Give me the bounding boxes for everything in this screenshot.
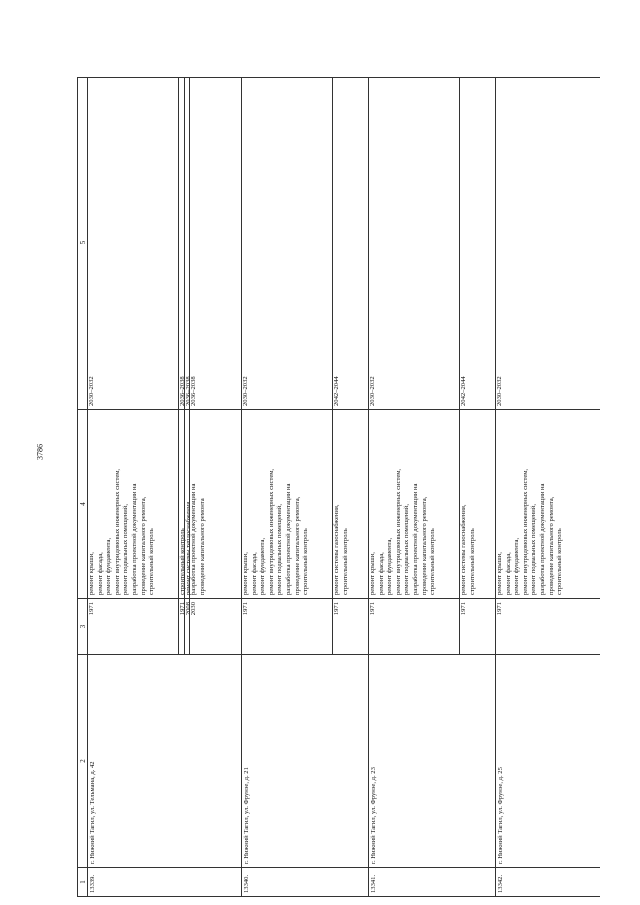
year-column	[88, 599, 241, 655]
table-viewport	[77, 77, 600, 897]
works-list	[332, 410, 369, 598]
work-item: разработка проектной документации на	[190, 483, 197, 595]
header-col-5: 5	[78, 77, 88, 410]
work-item: ремонт внутридомовых инженерных систем,	[394, 468, 402, 595]
row-address: г. Нижний Тагил, ул. Фрунзе, д. 25	[496, 655, 600, 868]
work-item: разработка проектной документации на	[130, 483, 138, 595]
work-item: строительный контроль	[302, 528, 310, 595]
table-header	[77, 77, 88, 897]
work-item: строительный контроль	[179, 528, 186, 595]
work-item: проведение капитального ремонта,	[293, 496, 301, 595]
work-item: строительный контроль	[556, 528, 564, 595]
period-column	[242, 77, 368, 410]
work-item: ремонт фасада,	[96, 552, 104, 595]
work-item: проведение капитального ремонта,	[420, 496, 428, 595]
works-list	[459, 410, 496, 598]
build-year: 1971	[369, 602, 376, 616]
works-column	[88, 410, 241, 599]
build-year: 1971	[332, 599, 369, 654]
period-column	[88, 77, 241, 410]
work-item: ремонт фасада,	[250, 552, 258, 595]
work-item: проведение капитального ремонта	[198, 498, 206, 595]
period-column	[496, 77, 600, 410]
work-item: ремонт системы газоснабжения,	[333, 504, 340, 595]
work-item: ремонт подвальных помещений,	[530, 504, 538, 595]
repair-period: 2030–2032	[369, 376, 376, 406]
period-column	[369, 77, 495, 410]
repair-schedule-table	[77, 77, 600, 897]
row-number: 13339.	[89, 874, 96, 893]
works-column	[369, 410, 495, 599]
table-row	[88, 77, 242, 897]
year-column	[242, 599, 368, 655]
work-item: ремонт подвальных помещений,	[403, 504, 411, 595]
works-list	[369, 410, 459, 598]
work-item: ремонт крыши,	[369, 552, 376, 595]
table-row	[496, 77, 600, 897]
repair-period: 2036–2038	[189, 77, 204, 409]
work-item: разработка проектной документации на	[284, 483, 292, 595]
work-item: ремонт подвальных помещений,	[122, 504, 130, 595]
repair-period: 2030–2032	[496, 376, 503, 406]
work-item: ремонт крыши,	[496, 552, 503, 595]
repair-period: 2042–2044	[459, 77, 496, 409]
work-item: ремонт системы теплоснабжения	[185, 501, 192, 595]
repair-period: 2030–2032	[242, 376, 249, 406]
repair-period: 2036–2038	[184, 77, 189, 409]
row-address: г. Нижний Тагил, ул. Фрунзе, д. 21	[242, 655, 368, 868]
work-item: ремонт фасада,	[504, 552, 512, 595]
work-item: ремонт фундамента,	[105, 537, 113, 595]
work-item: ремонт системы газоснабжения,	[460, 504, 467, 595]
table-row	[369, 77, 496, 897]
works-list	[88, 410, 178, 598]
build-year: 2008	[184, 599, 189, 654]
works-list	[242, 410, 332, 598]
works-list	[496, 410, 600, 598]
build-year: 1971	[178, 599, 184, 654]
work-item: проведение капитального ремонта,	[139, 496, 147, 595]
row-number: 13342.	[497, 874, 504, 893]
works-column	[496, 410, 600, 599]
works-column	[242, 410, 368, 599]
work-item: строительный контроль	[148, 528, 156, 595]
row-address: г. Нижний Тагил, ул. Тельмана, д. 42	[88, 655, 241, 868]
work-item: ремонт внутридомовых инженерных систем,	[521, 468, 529, 595]
repair-period: 2042–2044	[332, 77, 369, 409]
work-item: ремонт фундамента,	[386, 537, 394, 595]
work-item: ремонт внутридомовых инженерных систем,	[267, 468, 275, 595]
build-year: 1971	[496, 602, 503, 616]
works-list	[189, 410, 204, 598]
work-item: ремонт фундамента,	[259, 537, 267, 595]
repair-period: 2030–2032	[88, 376, 95, 406]
work-item: ремонт фундамента,	[513, 537, 521, 595]
header-col-3: 3	[78, 599, 88, 655]
work-item: разработка проектной документации на	[411, 483, 419, 595]
header-col-1: 1	[79, 880, 87, 884]
build-year: 2030	[189, 599, 204, 654]
build-year: 1971	[242, 602, 249, 616]
row-number: 13341.	[370, 874, 377, 893]
repair-period: 2036–2038	[178, 77, 184, 409]
build-year: 1971	[88, 602, 95, 616]
work-item: проведение капитального ремонта,	[547, 496, 555, 595]
work-item: ремонт внутридомовых инженерных систем,	[113, 468, 121, 595]
build-year: 1971	[459, 599, 496, 654]
page-number-text: 3786	[35, 444, 45, 460]
work-item: строительный контроль	[468, 528, 476, 595]
work-item: строительный контроль	[341, 528, 349, 595]
work-item: ремонт подвальных помещений,	[276, 504, 284, 595]
row-number: 13340.	[243, 874, 250, 893]
table-row	[242, 77, 369, 897]
year-column	[496, 599, 600, 655]
work-item: ремонт крыши,	[242, 552, 249, 595]
work-item: ремонт фасада,	[377, 552, 385, 595]
header-col-2: 2	[78, 655, 88, 868]
work-item: строительный контроль	[429, 528, 437, 595]
row-address: г. Нижний Тагил, ул. Фрунзе, д. 23	[369, 655, 495, 868]
work-item: разработка проектной документации на	[538, 483, 546, 595]
work-item: ремонт крыши,	[88, 552, 95, 595]
header-col-4: 4	[78, 410, 88, 599]
year-column	[369, 599, 495, 655]
